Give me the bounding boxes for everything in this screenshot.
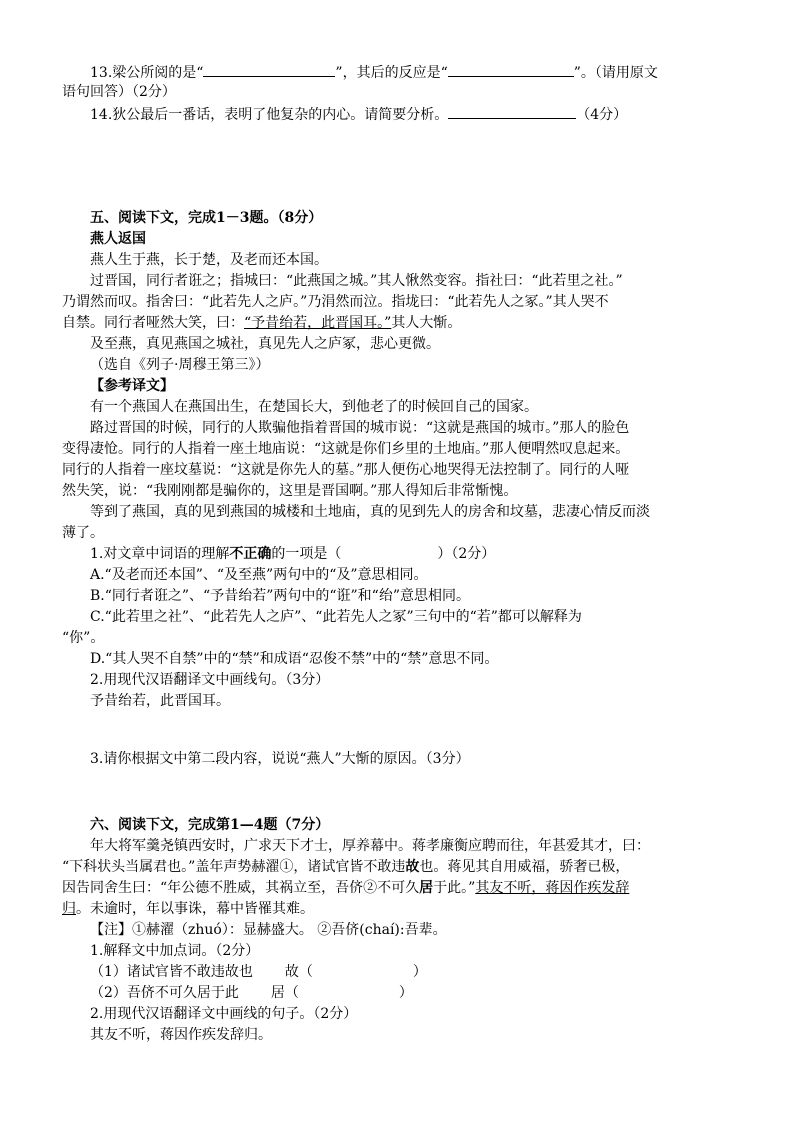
translation-line: 变得凄怆。同行的人指着一座土地庙说：“这就是你们乡里的土地庙。”那人便喟然叹息起来。 [62, 441, 630, 457]
translation-line: 有一个燕国人在燕国出生，在楚国长大，到他老了的时候回自己的国家。 [90, 399, 538, 415]
question-14: 14.狄公最后一番话，表明了他复杂的内心。请简要分析。 （4分） [90, 104, 627, 124]
question-2-sentence: 其友不听，蒋因作疾发辞归。 [90, 1027, 272, 1043]
option-a: A.“及老而还本国”、“及至燕”两句中的“及”意思相同。 [90, 567, 428, 583]
passage-line: 燕人生于燕，长于楚，及老而还本国。 [90, 252, 328, 268]
passage-line: 自禁。同行者哑然大笑，曰：“予昔绐若，此晋国耳。”其人大惭。 [62, 315, 462, 331]
question-1-item-1: （1）诸试官皆不敢违故也 故（ ） [90, 964, 427, 980]
question-13-line2: 语句回答）（2分） [62, 84, 176, 100]
question-1: 1.解释文中加点词。（2分） [90, 943, 260, 959]
passage-line: 因告同舍生曰：“年公德不胜威，其祸立至，吾侪②不可久居于此。”其友不听，蒋因作疾发辞 [62, 880, 630, 896]
passage-line: 及至燕，真见燕国之城社，真见先人之庐冢，悲心更微。 [90, 336, 440, 352]
annotation-note: 【注】①赫濯（zhuó）：显赫盛大。 ②吾侪(chaí):吾辈。 [90, 922, 447, 938]
question-2-sentence: 予昔绐若，此晋国耳。 [90, 693, 230, 709]
underlined-sentence: “予昔绐若，此晋国耳。” [244, 315, 392, 331]
answer-blank[interactable] [448, 62, 574, 77]
passage-line: “下科状头当属君也。”盖年声势赫濯①，诸试官皆不敢违故也。蒋见其自用威福，骄奢已极， [62, 859, 630, 875]
passage-title: 燕人返国 [90, 231, 146, 247]
option-d: D.“其人哭不自禁”中的“禁”和成语“忍俊不禁”中的“禁”意思不同。 [90, 651, 499, 667]
question-1: 1.对文章中词语的理解不正确的一项是（ ）（2分） [90, 546, 496, 562]
source-citation: （选自《列子·周穆王第三》） [90, 357, 270, 373]
translation-line: 薄了。 [62, 525, 104, 541]
question-2: 2.用现代汉语翻译文中画线的句子。（2分） [90, 1006, 358, 1022]
question-1-item-2: （2）吾侪不可久居于此 居（ ） [90, 985, 413, 1001]
passage-line: 乃谓然而叹。指舍曰：“此若先人之庐。”乃涓然而泣。指垅曰：“此若先人之冢。”其人哭不 [62, 294, 609, 310]
option-c: “你”。 [62, 630, 105, 646]
answer-blank[interactable] [203, 62, 335, 77]
passage-line: 归。未逾时，年以事诛，幕中皆罹其难。 [62, 901, 314, 917]
translation-line: 等到了燕国，真的见到燕国的城楼和土地庙，真的见到先人的房舍和坟墓，悲凄心情反而淡 [90, 504, 650, 520]
option-b: B.“同行者诳之”、“予昔绐若”两句中的“诳”和“绐”意思相同。 [90, 588, 470, 604]
question-13-line1: 13.梁公所阅的是“ ”，其后的反应是“ ”。（请用原文 [90, 62, 658, 82]
translation-line: 同行的人指着一座坟墓说：“这就是你先人的墓。”那人便伤心地哭得无法控制了。同行的人哑 [62, 462, 630, 478]
passage-line: 过晋国，同行者诳之；指城曰：“此燕国之城。”其人愀然变容。指社曰：“此若里之社。” [90, 273, 623, 289]
section-5-heading: 五、阅读下文，完成1－3题。（8分） [90, 210, 323, 226]
translation-line: 路过晋国的时候，同行的人欺骗他指着晋国的城市说：“这就是燕国的城市。”那人的脸色 [90, 420, 630, 436]
passage-line: 年大将军羹尧镇西安时，广求天下才士，厚养幕中。蒋孝廉衡应聘而往，年甚爱其才，曰： [90, 838, 650, 854]
underlined-sentence: 归 [62, 901, 76, 917]
section-6-heading: 六、阅读下文，完成第1—4题（7分） [90, 817, 330, 833]
reference-translation-heading: 【参考译文】 [90, 378, 174, 394]
underlined-sentence: 其友不听，蒋因作疾发辞 [475, 880, 630, 896]
answer-blank[interactable] [448, 104, 576, 119]
option-c: C.“此若里之社”、“此若先人之庐”、“此若先人之冢”三句中的“若”都可以解释为 [90, 609, 582, 625]
question-3: 3.请你根据文中第二段内容，说说“燕人”大惭的原因。（3分） [90, 751, 470, 767]
question-2: 2.用现代汉语翻译文中画线句。（3分） [90, 672, 330, 688]
translation-line: 然失笑，说：“我刚刚都是骗你的，这里是晋国啊。”那人得知后非常惭愧。 [62, 483, 518, 499]
